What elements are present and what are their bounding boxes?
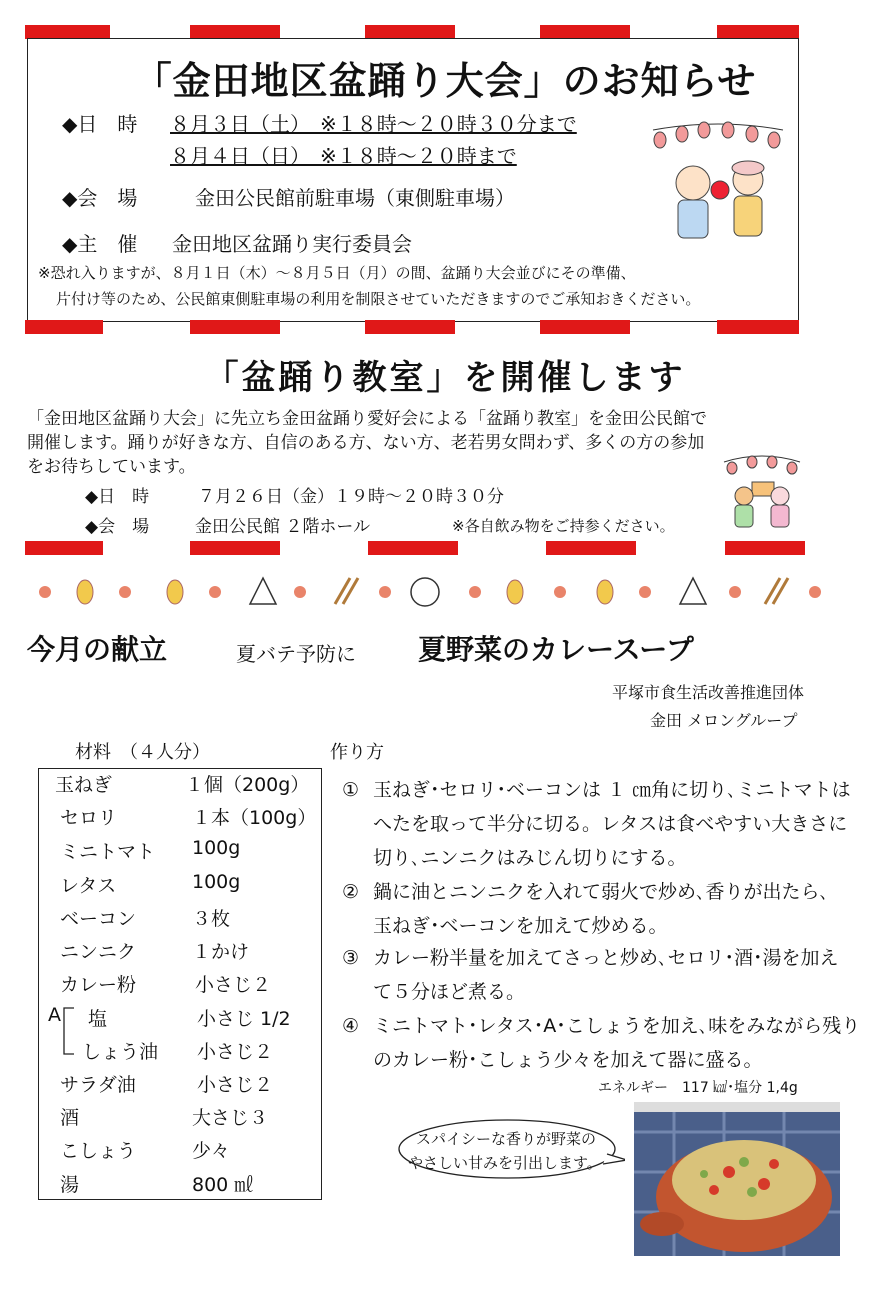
top-border-segment [25, 25, 110, 39]
ingredient-name: 玉ねぎ [55, 774, 113, 796]
lower-border-segment [368, 541, 458, 555]
step-text: ミニトマト･レタス･A･こしょうを加え､味をみながら残り [373, 1015, 861, 1037]
class-text-2: 開催します。踊りが好きな方、自信のある方、ない方、老若男女問わず、多くの方の参加 [27, 433, 705, 453]
step-number: ③ [342, 947, 360, 969]
top-border-segment [540, 25, 630, 39]
middle-border-segment [190, 320, 280, 334]
ingredient-amount: １かけ [192, 941, 250, 963]
step-number: ④ [342, 1015, 360, 1037]
ingredient-name: しょう油 [82, 1041, 159, 1063]
ingredient-amount: 800 ㎖ [192, 1174, 254, 1196]
food-decoration-border [15, 572, 875, 612]
ingredient-name: 塩 [88, 1008, 108, 1030]
step-text: 玉ねぎ･セロリ･ベーコンは １ ㎝角に切り､ミニトマトは [373, 779, 851, 801]
step-text: へたを取って半分に切る。レタスは食べやすい大きさに [373, 813, 848, 835]
lower-border-segment [25, 541, 103, 555]
ingredient-name: ベーコン [60, 908, 137, 930]
ingredient-amount: ３枚 [192, 908, 231, 930]
notice-host: 金田地区盆踊り実行委員会 [172, 232, 412, 256]
top-border-segment [717, 25, 799, 39]
ingredient-group-label: A [48, 1004, 61, 1026]
notice-title: 「金田地区盆踊り大会」のお知らせ [133, 59, 757, 103]
menu-group: 金田 メロングループ [650, 711, 798, 730]
menu-dish-name: 夏野菜のカレースープ [418, 633, 694, 666]
class-venue-label: ◆会 場 [85, 517, 150, 537]
class-date: ７月２６日（金）１９時～２０時３０分 [198, 487, 504, 507]
middle-border-segment [25, 320, 103, 334]
small-dancers-illustration [722, 452, 802, 530]
menu-heading: 今月の献立 [27, 633, 168, 666]
ingredient-amount: 少々 [192, 1140, 231, 1162]
class-venue-note: ※各自飲み物をご持参ください。 [452, 517, 675, 535]
middle-border-segment [365, 320, 455, 334]
ingredient-name: 湯 [60, 1174, 80, 1196]
class-text-1: 「金田地区盆踊り大会」に先立ち金田盆踊り愛好会による「盆踊り教室」を金田公民館で [27, 409, 707, 429]
method-title: 作り方 [330, 742, 384, 763]
ingredient-amount: 小さじ 1/2 [197, 1008, 291, 1030]
class-date-label: ◆日 時 [85, 487, 150, 507]
top-border-segment [365, 25, 455, 39]
lower-border-segment [546, 541, 636, 555]
step-number: ② [342, 881, 360, 903]
notice-note-2: 片付け等のため、公民館東側駐車場の利用を制限させていただきますのでご承知おきください。 [56, 290, 701, 308]
ingredient-amount: 100g [192, 837, 241, 859]
class-venue: 金田公民館 ２階ホール [195, 517, 371, 537]
notice-date-label: ◆日 時 [62, 112, 138, 136]
step-number: ① [342, 779, 360, 801]
ingredient-name: こしょう [60, 1140, 137, 1162]
middle-border-segment [540, 320, 630, 334]
step-text: 玉ねぎ･ベーコンを加えて炒める。 [373, 915, 668, 937]
ingredient-name: セロリ [60, 807, 118, 829]
nutrition-info: エネルギー 117 ㎉･塩分 1,4g [598, 1080, 798, 1096]
notice-host-label: ◆主 催 [62, 232, 138, 256]
ingredient-amount: 小さじ２ [197, 1041, 274, 1063]
group-bracket [60, 1006, 76, 1056]
ingredients-title: 材料 （４人分） [75, 742, 210, 763]
soup-photo [634, 1102, 840, 1256]
ingredient-amount: １個（200g） [185, 774, 310, 796]
ingredient-name: レタス [60, 875, 117, 897]
step-text: 鍋に油とニンニクを入れて弱火で炒め､香りが出たら､ [373, 881, 830, 903]
class-title: 「盆踊り教室」を開催します [204, 358, 686, 398]
step-text: て５分ほど煮る。 [373, 981, 526, 1003]
class-text-3: をお待ちしています。 [27, 457, 196, 477]
ingredient-amount: 小さじ２ [197, 1074, 274, 1096]
lower-border-segment [725, 541, 805, 555]
festival-dancers-illustration [648, 118, 788, 243]
step-text: カレー粉半量を加えてさっと炒め､セロリ･酒･湯を加え [373, 947, 839, 969]
ingredient-name: ニンニク [60, 941, 137, 963]
notice-date-1: ８月３日（土） ※１８時～２０時３０分まで [170, 112, 577, 136]
top-border-segment [190, 25, 280, 39]
ingredient-amount: １本（100g） [192, 807, 317, 829]
bubble-text-1: スパイシーな香りが野菜の [416, 1130, 597, 1148]
middle-border-segment [717, 320, 799, 334]
step-text: 切り､ニンニクはみじん切りにする。 [373, 847, 687, 869]
ingredient-name: カレー粉 [60, 974, 137, 996]
ingredient-name: サラダ油 [60, 1074, 136, 1096]
menu-subheading: 夏バテ予防に [236, 642, 356, 666]
ingredient-amount: 小さじ２ [195, 974, 272, 996]
bubble-text-2: やさしい甘みを引出します。 [408, 1154, 602, 1172]
step-text: のカレー粉･こしょう少々を加えて器に盛る。 [373, 1049, 763, 1071]
notice-note-1: ※恐れ入りますが、８月１日（木）～８月５日（月）の間、盆踊り大会並びにその準備、 [38, 264, 636, 282]
notice-venue: 金田公民館前駐車場（東側駐車場） [195, 186, 515, 210]
ingredient-amount: 大さじ３ [192, 1107, 269, 1129]
menu-organization: 平塚市食生活改善推進団体 [612, 683, 805, 702]
notice-date-2: ８月４日（日） ※１８時～２０時まで [170, 144, 517, 168]
ingredient-name: ミニトマト [60, 841, 156, 863]
ingredient-amount: 100g [192, 871, 241, 893]
ingredient-name: 酒 [60, 1107, 80, 1129]
notice-venue-label: ◆会 場 [62, 186, 138, 210]
lower-border-segment [190, 541, 280, 555]
